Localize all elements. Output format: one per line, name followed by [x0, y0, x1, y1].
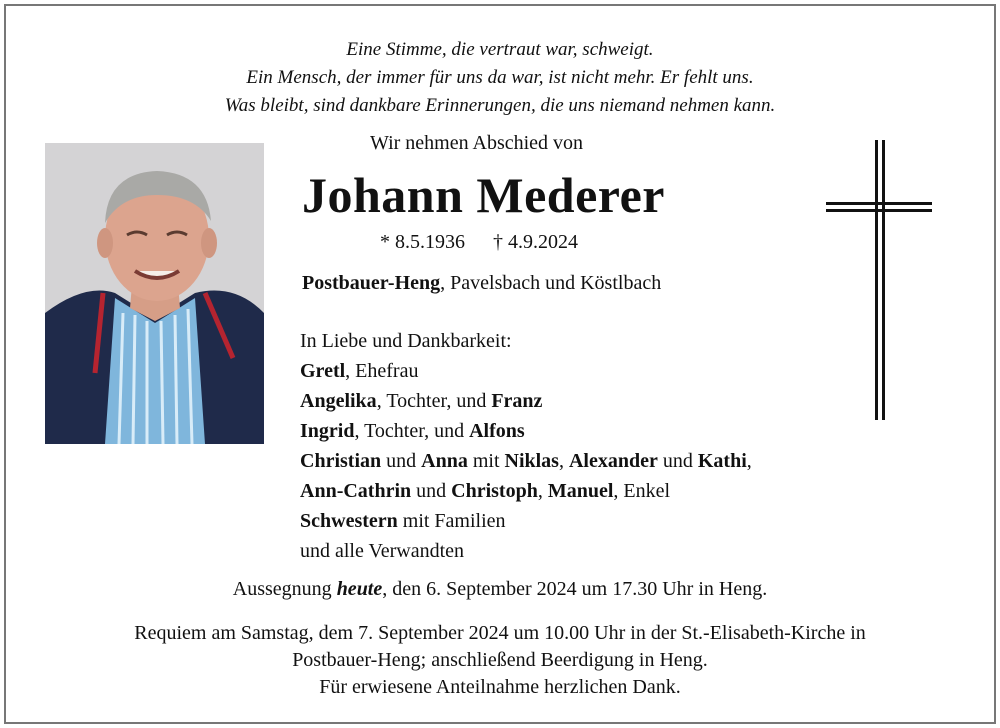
mourner-name: Gretl	[300, 360, 346, 382]
portrait-illustration	[45, 143, 264, 444]
mourner-name: Anna	[421, 450, 468, 472]
quote-line-3: Was bleibt, sind dankbare Erinnerungen, die uns niemand nehmen kann.	[224, 95, 776, 116]
quote-line-1: Eine Stimme, die vertraut war, schweigt.	[346, 39, 654, 60]
place-main: Postbauer-Heng	[302, 272, 441, 294]
deceased-name: Johann Mederer	[302, 167, 665, 223]
mourner-line: und alle Verwandten	[300, 540, 465, 562]
memorial-quote	[0, 36, 1000, 120]
connector-text: ,	[746, 450, 752, 472]
mourner-name: Kathi	[697, 450, 747, 472]
mourners-list	[300, 326, 752, 566]
mourner-line	[300, 356, 752, 386]
mourner-name: Schwestern	[300, 510, 398, 532]
mourner-line	[300, 386, 752, 416]
connector-text: und	[411, 480, 452, 502]
portrait-photo	[45, 143, 264, 444]
blessing-notice	[0, 578, 1000, 601]
mourners-heading: In Liebe und Dankbarkeit:	[300, 330, 512, 352]
life-dates	[380, 231, 578, 254]
mourner-line	[300, 476, 752, 506]
requiem-notice	[0, 620, 1000, 701]
requiem-line-1: Requiem am Samstag, dem 7. September 2024 um 10.00 Uhr in der St.-Elisabeth-Kirche in	[134, 622, 866, 644]
death-date: † 4.9.2024	[493, 231, 578, 253]
mourner-line	[300, 506, 752, 536]
mourner-name: Angelika	[300, 390, 377, 412]
mourner-line	[300, 446, 752, 476]
mourner-relation: mit Familien	[397, 510, 506, 532]
mourner-relation: , Tochter, und	[354, 420, 470, 442]
requiem-line-3: Für erwiesene Anteilnahme herzlichen Dank.	[319, 676, 681, 698]
birth-date: * 8.5.1936	[380, 231, 465, 253]
mourner-name: Christoph	[451, 480, 538, 502]
mourner-name: Franz	[491, 390, 543, 412]
mourner-name: Manuel	[547, 480, 614, 502]
connector-text: mit	[467, 450, 505, 472]
quote-line-2: Ein Mensch, der immer für uns da war, ist nicht mehr. Er fehlt uns.	[246, 67, 754, 88]
mourner-name: Niklas	[504, 450, 559, 472]
mourner-name: Christian	[300, 450, 382, 472]
farewell-intro: Wir nehmen Abschied von	[370, 132, 584, 154]
mourner-relation: , Enkel	[613, 480, 671, 502]
mourner-relation: , Ehefrau	[345, 360, 419, 382]
connector-text: ,	[537, 480, 548, 502]
blessing-text: Aussegnung	[232, 578, 337, 600]
connector-text: und	[657, 450, 698, 472]
places	[302, 272, 661, 295]
connector-text: ,	[558, 450, 569, 472]
mourner-name: Alexander	[568, 450, 658, 472]
mourner-name: Alfons	[469, 420, 525, 442]
mourner-line	[300, 416, 752, 446]
mourner-name: Ingrid	[300, 420, 355, 442]
cross-icon	[826, 140, 932, 420]
blessing-text: , den 6. September 2024 um 17.30 Uhr in Heng.	[382, 578, 768, 600]
mourner-name: Ann-Cathrin	[300, 480, 412, 502]
requiem-line-2: Postbauer-Heng; anschließend Beerdigung in Heng.	[292, 649, 708, 671]
mourner-relation: , Tochter, und	[376, 390, 492, 412]
blessing-emphasis: heute	[336, 578, 383, 600]
connector-text: und	[381, 450, 422, 472]
place-rest: , Pavelsbach und Köstlbach	[440, 272, 662, 294]
